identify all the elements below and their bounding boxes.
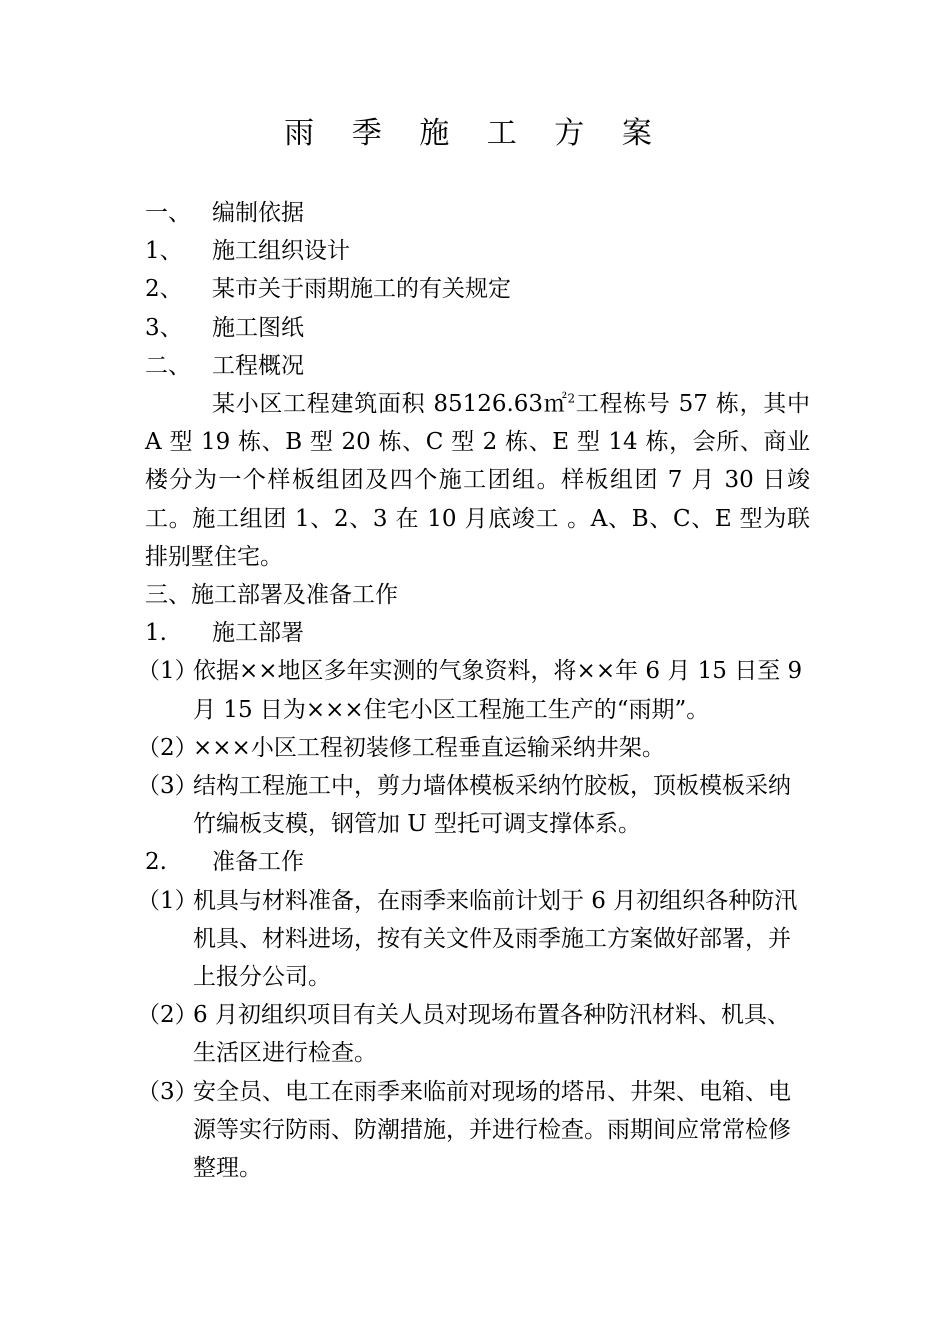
list-item (137, 652, 810, 728)
section-number: 一、 (145, 200, 191, 226)
overview-text-rest: 工程栋号 57 栋，其中 A 型 19 栋、B 型 20 栋、C 型 2 栋、E 型 14 栋，会所、商业楼分为一个样板组团及四个施工团组。样板组团 7 月 30 日竣工。施工组团 1、2、3 在 10 月底竣工 。A、B、C、E 型为联排别墅住宅。 (145, 390, 811, 570)
subsection-number: 2. (145, 849, 167, 876)
list-item-number: 2、 (145, 276, 183, 303)
document-title: 雨 季 施 工 方 案 (284, 116, 666, 151)
list-item-number: （2） (137, 734, 198, 761)
list-item-text: 施工图纸 (212, 314, 304, 341)
overview-text-start: 某小区工程建筑面积 85126.63㎡ (212, 390, 568, 417)
list-item (137, 729, 810, 767)
subsection-title: 准备工作 (212, 849, 304, 876)
overview-paragraph (145, 385, 810, 576)
section-heading-2 (145, 347, 810, 385)
list-item-text: 施工组织设计 (212, 238, 350, 265)
list-item (145, 232, 810, 270)
section-title: 编制依据 (212, 200, 304, 226)
list-item-text: 结构工程施工中，剪力墙体模板采纳竹胶板，顶板模板采纳竹编板支模，钢管加 U 型托可调支撑体系。 (193, 772, 791, 838)
document-body (137, 194, 811, 1187)
list-item-number: （1） (137, 658, 198, 685)
list-item (137, 1073, 810, 1188)
list-item-text: ×××小区工程初装修工程垂直运输采纳井架。 (193, 734, 665, 761)
list-item-number: （3） (137, 1078, 198, 1105)
subsection-heading-2 (145, 843, 810, 881)
section-number: 二、 (145, 352, 191, 379)
list-item-number: 3、 (145, 314, 183, 341)
list-item (137, 996, 810, 1072)
list-item-text: 安全员、电工在雨季来临前对现场的塔吊、井架、电箱、电源等实行防雨、防潮措施，并进行检查。雨期间应常常检修整理。 (193, 1078, 791, 1181)
subsection-number: 1. (145, 620, 167, 647)
section-heading-1 (145, 194, 810, 232)
list-item (137, 767, 810, 843)
list-item-text: 机具与材料准备，在雨季来临前计划于 6 月初组织各种防汛机具、材料进场，按有关文件及雨季施工方案做好部署，并上报分公司。 (193, 887, 798, 990)
list-item-number: 1、 (145, 238, 183, 265)
list-item-number: （1） (137, 887, 198, 914)
list-item (137, 882, 810, 997)
list-item-number: （3） (137, 772, 198, 799)
section-title: 工程概况 (212, 352, 304, 379)
list-item (145, 270, 810, 308)
list-item-text: 某市关于雨期施工的有关规定 (212, 276, 511, 303)
subsection-heading-1 (145, 614, 810, 652)
list-item-number: （2） (137, 1002, 198, 1029)
list-item-text: 6 月初组织项目有关人员对现场布置各种防汛材料、机具、生活区进行检查。 (193, 1002, 790, 1067)
list-item-text: 依据××地区多年实测的气象资料，将××年 6 月 15 日至 9 月 15 日为×××住宅小区工程施工生产的“雨期”。 (193, 658, 803, 723)
list-item (145, 309, 810, 347)
superscript: 2 (567, 391, 576, 406)
subsection-title: 施工部署 (212, 620, 304, 647)
section-heading-3 (145, 576, 810, 614)
section-title: 三、施工部署及准备工作 (145, 581, 398, 608)
